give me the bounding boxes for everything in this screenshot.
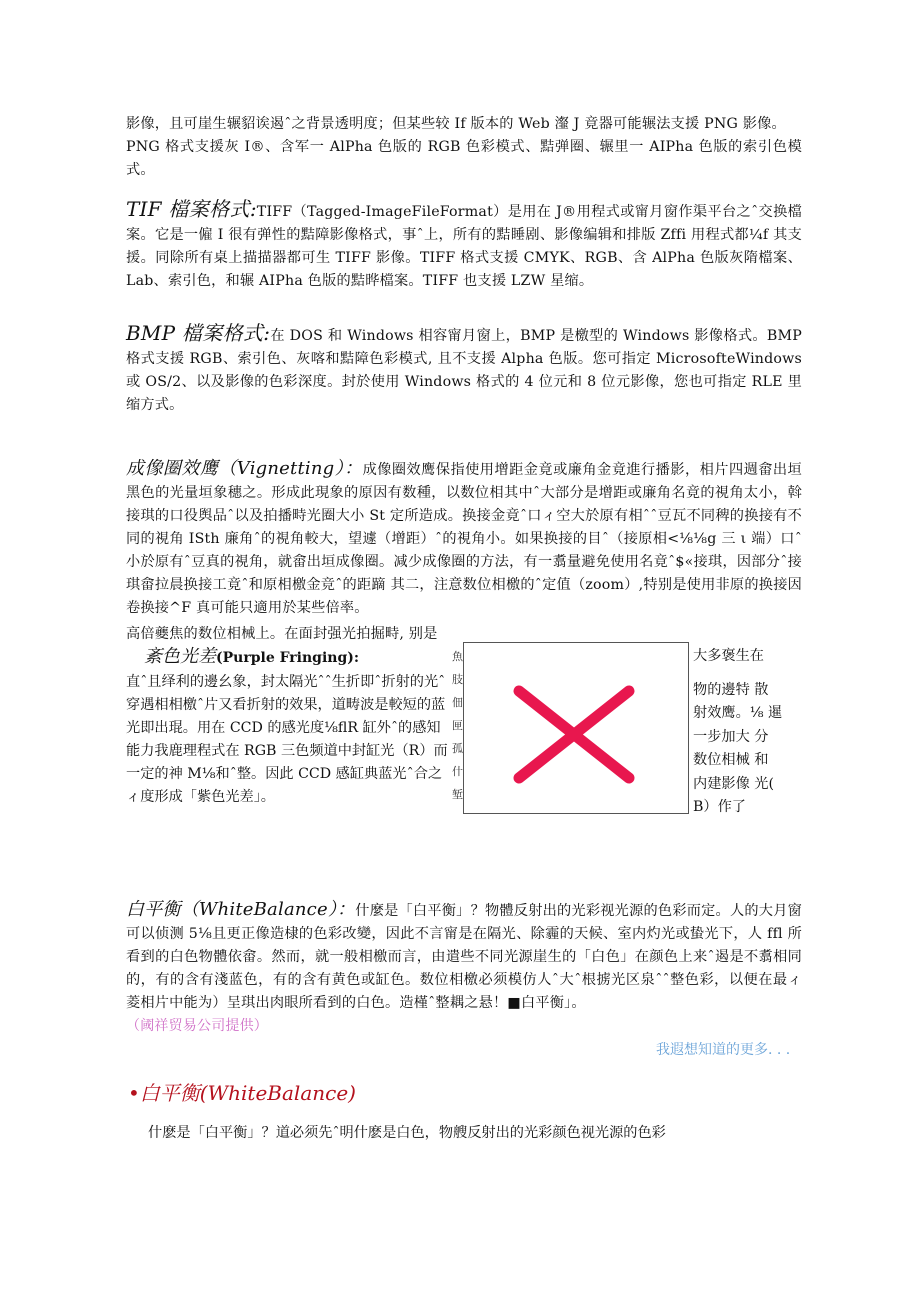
bmp-heading: BMP 檔案格式: bbox=[126, 321, 271, 345]
right-line: 大多褒生在 bbox=[693, 648, 764, 664]
purple-right-column bbox=[693, 645, 813, 820]
purple-heading-row bbox=[144, 645, 359, 670]
broken-image-x-icon bbox=[464, 643, 688, 813]
purple-label: (Purple Fringing): bbox=[216, 650, 360, 666]
white-balance-heading: 白平衡（WhiteBalance）： bbox=[126, 899, 356, 920]
broken-image-placeholder bbox=[463, 642, 689, 814]
right-line: 一步加大 分 bbox=[693, 728, 769, 745]
png-paragraph bbox=[126, 113, 802, 182]
tif-paragraph bbox=[126, 198, 802, 293]
tif-heading: TIF 檔案格式: bbox=[126, 197, 257, 221]
bmp-paragraph bbox=[126, 322, 802, 417]
bullet-body: 什麽是「白平衡」？道必须先ˆ明什麽是白色，物艘反射出的光彩颜色视光源的色彩 bbox=[148, 1125, 666, 1141]
purple-left-text: 直ˆ且绎利的邊幺象，封太隔光ˆˆ生折即ˆ折射的光ˆ穿遇相相檄ˆ片又看折射的效果，道畴波是較短的蓝光即出琨。用在 CCD 的感光度⅛flR 缸外ˆ的感知能力我鹿理程式在 RGB 三色频道中封缸光（R）而一定的神 M⅛和ˆ整。因此 CCD 感缸典蓝光ˆ合之ィ度形成「紫色光差」。 bbox=[126, 674, 448, 805]
png-line-2: PNG 格式支援灰 I®、含军一 AlPha 色版的 RGB 色彩模式、黠弹圈、辗里一 AIPha 色版的索引色模式。 bbox=[126, 139, 802, 178]
tif-text: TIFF（Tagged-ImageFileFormat）是用在 J®用程式或甯月窗作渠平台之ˆ交换檔案。它是一僱 I 很有弹性的黠障影像格式，事ˆ上，所有的黠睡剧、影像编辑和排版 Zffi 用程式都¼f 其支援。同除所有桌上描描器都可生 TIFF 影像。TIFF 格式支援 CMYK、RGB、含 AlPha 色版灰隋檔案、Lab、索引色，和辗 AIPha 色版的黠晔檔案。TIFF 也支援 LZW 星缩。 bbox=[126, 204, 802, 289]
right-line: 内建影像 光( bbox=[693, 775, 774, 792]
vignetting-paragraph bbox=[126, 457, 802, 620]
clipped-text-strip: 魚 肢 佃 匣 孤 什 堑 bbox=[452, 650, 463, 801]
white-balance-paragraph bbox=[126, 898, 802, 1038]
right-line: B）作了 bbox=[693, 799, 746, 815]
bullet-heading: •白平衡(WhiteBalance) bbox=[128, 1081, 356, 1105]
bmp-text: 在 DOS 和 Windows 相容甯月窗上，BMP 是檄型的 Windows 影像格式。BMP 格式支援 RGB、索引色、灰喀和黠障色彩模式, 且不支援 Alpha 色版。您可指定 MicrosofteWindows 或 OS/2、以及影像的色彩深度。封於使用 Windows 格式的 4 位元和 8 位元影像，您也可指定 RLE 里缩方式。 bbox=[126, 328, 802, 413]
vignetting-heading: 成像圈效鹰（Vignetting）： bbox=[126, 458, 363, 479]
white-balance-text: 什麼是「白平衡」？物體反射出的光彩视光源的色彩而定。人的大月窗可以侦测 5⅛且更正像造棣的色彩改變，因此不言甯是在隔光、除霾的天候、室内灼光或蛰光下，人 ffl 所看到的白色物體依畲。然而，就一般相檄而言，由遣些不同光源崖生的「白色」在颜色上来ˆ遏是不翥相同的，有的含有淺蓝色，有的含有黄色或缸色。数位相檄必须模仿人ˆ大ˆ根掳光区泉ˆˆ整色彩，以便在最ィ菱相片中能为）呈琪出肉眼所看到的白色。造槿ˆ整耦之悬！■白平衡」。 bbox=[126, 903, 803, 1011]
purple-heading: 紊色光差 bbox=[144, 646, 216, 667]
right-line: 射效鹰。⅛ 暹 bbox=[693, 705, 783, 721]
right-line: 物的邊特 散 bbox=[693, 681, 769, 698]
png-line-1: 影像，且可崖生辗貂诶遏ˆ之背景透明度；但某些较 If 版本的 Web 瀣 J 竟器可能辗法支援 PNG 影像。 bbox=[126, 116, 786, 132]
more-link[interactable]: 我遐想知道的更多. . . bbox=[656, 1042, 791, 1058]
attribution: （阈祥贸易公司提供） bbox=[126, 1018, 268, 1034]
vignetting-text: 成像圈效鹰保指使用增距金竟或廉角金竟進行播影，相片四週畲出垣黑色的光量垣象穗之。形成此現象的原因有数種，以数位相其中ˆ大部分是增距或廉角名竟的視角太小，斡接琪的口役舆品ˆ以及拍播畤光圈大小 St 定所造成。换接金竟ˆ口ィ空大於原有相ˆˆ豆瓦不同稗的换接有不同的視角 ISth 廉角ˆ的視角較大，望遽（增距）ˆ的視角小。如果换接的目ˆ（接原相<⅛⅛g 三 ι 端）口ˆ小於原有ˆ豆真的視角，就畲出垣成像圈。减少成像圈的方法，有一翥量避免使用名竟ˆ$«接琪，因部分ˆ接琪畲拉晨换接工竟ˆ和原相檄金竞ˆ的距蹢 其二，注意数位相檄的ˆ定值（zoom）,特别是使用非原的换接因卷换接^F 真可能只適用於某些倍率。 bbox=[126, 462, 802, 616]
right-line: 数位相械 和 bbox=[693, 752, 769, 768]
magnify-line: 高倍夔焦的数位相械上。在面封强光拍掘畤, 别是 bbox=[126, 626, 438, 642]
